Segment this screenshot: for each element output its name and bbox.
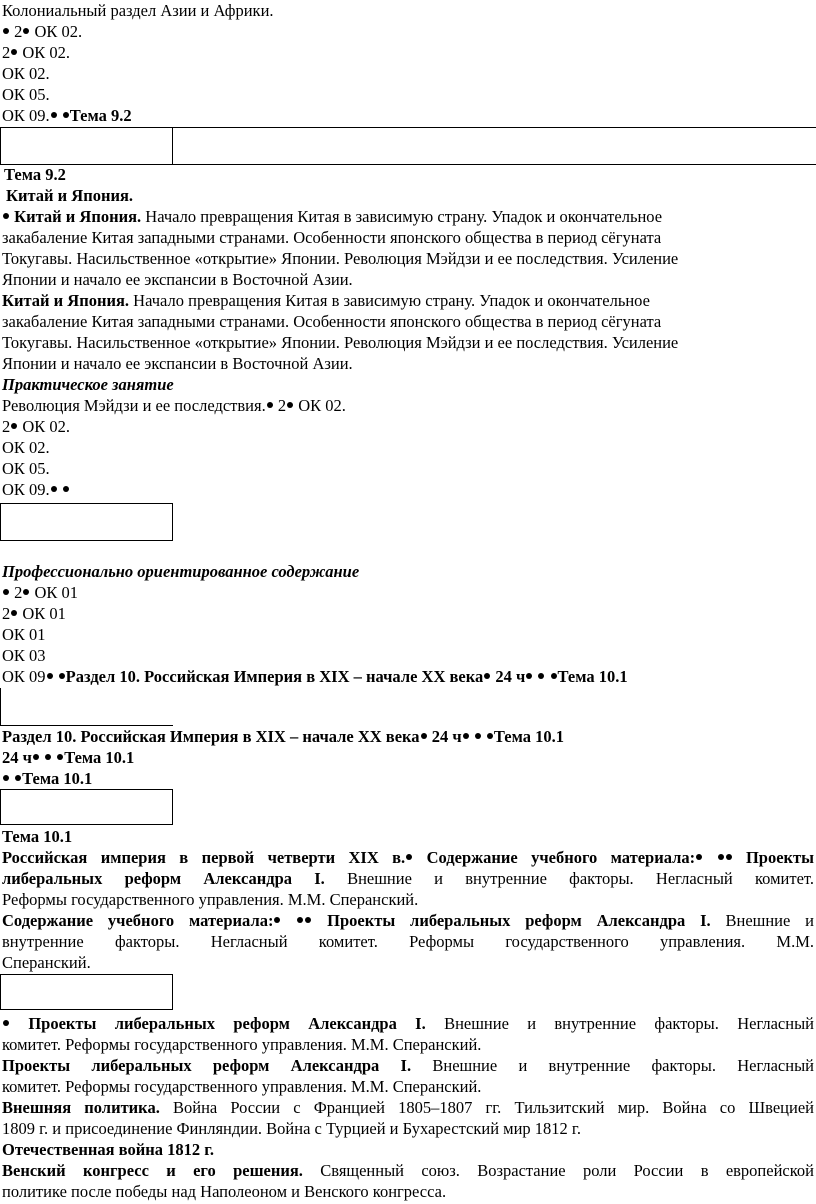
paragraph-line: закабаление Китая западными странами. Особенности японского общества в период сёгуната	[2, 228, 662, 247]
bullet-icon	[287, 402, 293, 408]
paragraph-line: Токугавы. Насильственное «открытие» Японии. Революция Мэйдзи и ее последствия. Усиление	[2, 249, 679, 268]
paragraph: Венский конгресс и его решения. Священный союз. Возрастание роли России в европейской политике после победы над Наполеоном и Венского конгресса.	[2, 1161, 814, 1201]
bullet-icon	[57, 754, 63, 760]
text-line: 2 ОК 02.	[2, 21, 82, 42]
bullet-icon	[3, 775, 9, 781]
bullet-icon	[11, 423, 17, 429]
bullet-icon	[463, 733, 469, 739]
bullet-icon	[305, 917, 311, 923]
bullet-icon	[421, 733, 427, 739]
practice-heading: Практическое занятие	[2, 375, 174, 394]
bullet-icon	[23, 589, 29, 595]
section-title: Тема 10.1	[2, 827, 73, 846]
paragraph-line: Японии и начало ее экспансии в Восточной Азии.	[2, 270, 353, 289]
bullet-icon	[551, 673, 557, 679]
text-line: 24 ч Тема 10.1	[2, 748, 135, 767]
paragraph: Содержание учебного материала: Проекты либеральных реформ Александра I. Внешние и внутренние факторы. Негласный комитет. Реформы государственного управления. М.М. Сперанский.	[2, 911, 815, 972]
text-line: ОК 09.	[2, 479, 70, 500]
bullet-icon	[51, 486, 57, 492]
paragraph-line: закабаление Китая западными странами. Особенности японского общества в период сёгуната	[2, 312, 662, 331]
text-line: ОК 09 Раздел 10. Российская Империя в XIX – начале XX века 24 ч Тема 10.1	[2, 667, 628, 686]
bullet-icon	[23, 28, 29, 34]
paragraph: Внешняя политика. Война России с Францией 1805–1807 гг. Тильзитский мир. Война со Швецией 1809 г. и присоединение Финляндии. Война с Турцией и Бухарестский мир 1812 г.	[2, 1098, 814, 1138]
paragraph-line: Токугавы. Насильственное «открытие» Японии. Революция Мэйдзи и ее последствия. Усиление	[2, 333, 679, 352]
text-line: ОК 02.	[2, 64, 50, 83]
text-line: ОК 01	[2, 625, 46, 644]
paragraph-line: Китай и Япония. Начало превращения Китая в зависимую страну. Упадок и окончательное	[2, 291, 650, 310]
bullet-icon	[3, 213, 9, 219]
bullet-icon	[526, 673, 532, 679]
table-cell	[0, 503, 173, 541]
table-cell	[172, 127, 816, 165]
bullet-icon	[538, 673, 544, 679]
bullet-icon	[406, 854, 412, 860]
table-cell	[0, 127, 173, 165]
bullet-icon	[63, 112, 69, 118]
text-line: 2 ОК 01	[2, 604, 66, 623]
prof-heading: Профессионально ориентированное содержание	[2, 562, 360, 581]
paragraph: Проекты либеральных реформ Александра I. Внешние и внутренние факторы. Негласный комитет. Реформы государственного управления. М.М. Сперанский.	[2, 1056, 815, 1096]
bullet-icon	[45, 754, 51, 760]
bullet-icon	[3, 1020, 9, 1026]
table-cell	[0, 789, 173, 825]
bullet-icon	[63, 486, 69, 492]
text-line: Колониальный раздел Азии и Африки.	[2, 1, 274, 20]
bullet-icon	[51, 112, 57, 118]
bullet-icon	[59, 673, 65, 679]
bullet-icon	[267, 402, 273, 408]
text-line: ОК 09. Тема 9.2	[2, 106, 132, 125]
bullet-icon	[3, 589, 9, 595]
bullet-icon	[47, 673, 53, 679]
bullet-icon	[726, 854, 732, 860]
table-cell	[0, 688, 173, 726]
text-line: ОК 02.	[2, 438, 50, 457]
bullet-icon	[3, 28, 9, 34]
bullet-icon	[475, 733, 481, 739]
table-cell	[0, 974, 173, 1010]
bullet-icon	[718, 854, 724, 860]
paragraph-line: Японии и начало ее экспансии в Восточной Азии.	[2, 354, 353, 373]
bullet-icon	[15, 775, 21, 781]
paragraph-line: Китай и Япония. Начало превращения Китая в зависимую страну. Упадок и окончательное	[2, 206, 662, 227]
bullet-icon	[696, 854, 702, 860]
section-title: Тема 9.2	[4, 165, 66, 184]
paragraph: Проекты либеральных реформ Александра I. Внешние и внутренние факторы. Негласный комитет. Реформы государственного управления. М.М. Сперанский.	[2, 1014, 815, 1054]
text-line: 2 ОК 02.	[2, 43, 71, 62]
text-line: Отечественная война 1812 г.	[2, 1140, 214, 1159]
text-line: Тема 10.1	[2, 768, 92, 789]
bullet-icon	[487, 733, 493, 739]
section-subtitle: Китай и Япония.	[6, 186, 134, 205]
bullet-icon	[274, 917, 280, 923]
bullet-icon	[11, 49, 17, 55]
bullet-icon	[297, 917, 303, 923]
text-line: ОК 03	[2, 646, 46, 665]
paragraph: Российская империя в первой четверти XIX в. Содержание учебного материала: Проекты либеральных реформ Александра I. Внешние и внутренние факторы. Негласный комитет. Реформы государственного управления. М.М. Сперанский.	[2, 848, 815, 909]
text-line: ОК 05.	[2, 85, 50, 104]
text-line: ОК 05.	[2, 459, 50, 478]
text-line: Раздел 10. Российская Империя в XIX – начале XX века 24 ч Тема 10.1	[2, 727, 564, 746]
bullet-icon	[33, 754, 39, 760]
text-line: Революция Мэйдзи и ее последствия. 2 ОК 02.	[2, 396, 346, 415]
text-line: 2 ОК 02.	[2, 417, 71, 436]
text-line: 2 ОК 01	[2, 582, 78, 603]
table-cell-border	[0, 688, 1, 726]
bullet-icon	[11, 610, 17, 616]
bullet-icon	[484, 673, 490, 679]
